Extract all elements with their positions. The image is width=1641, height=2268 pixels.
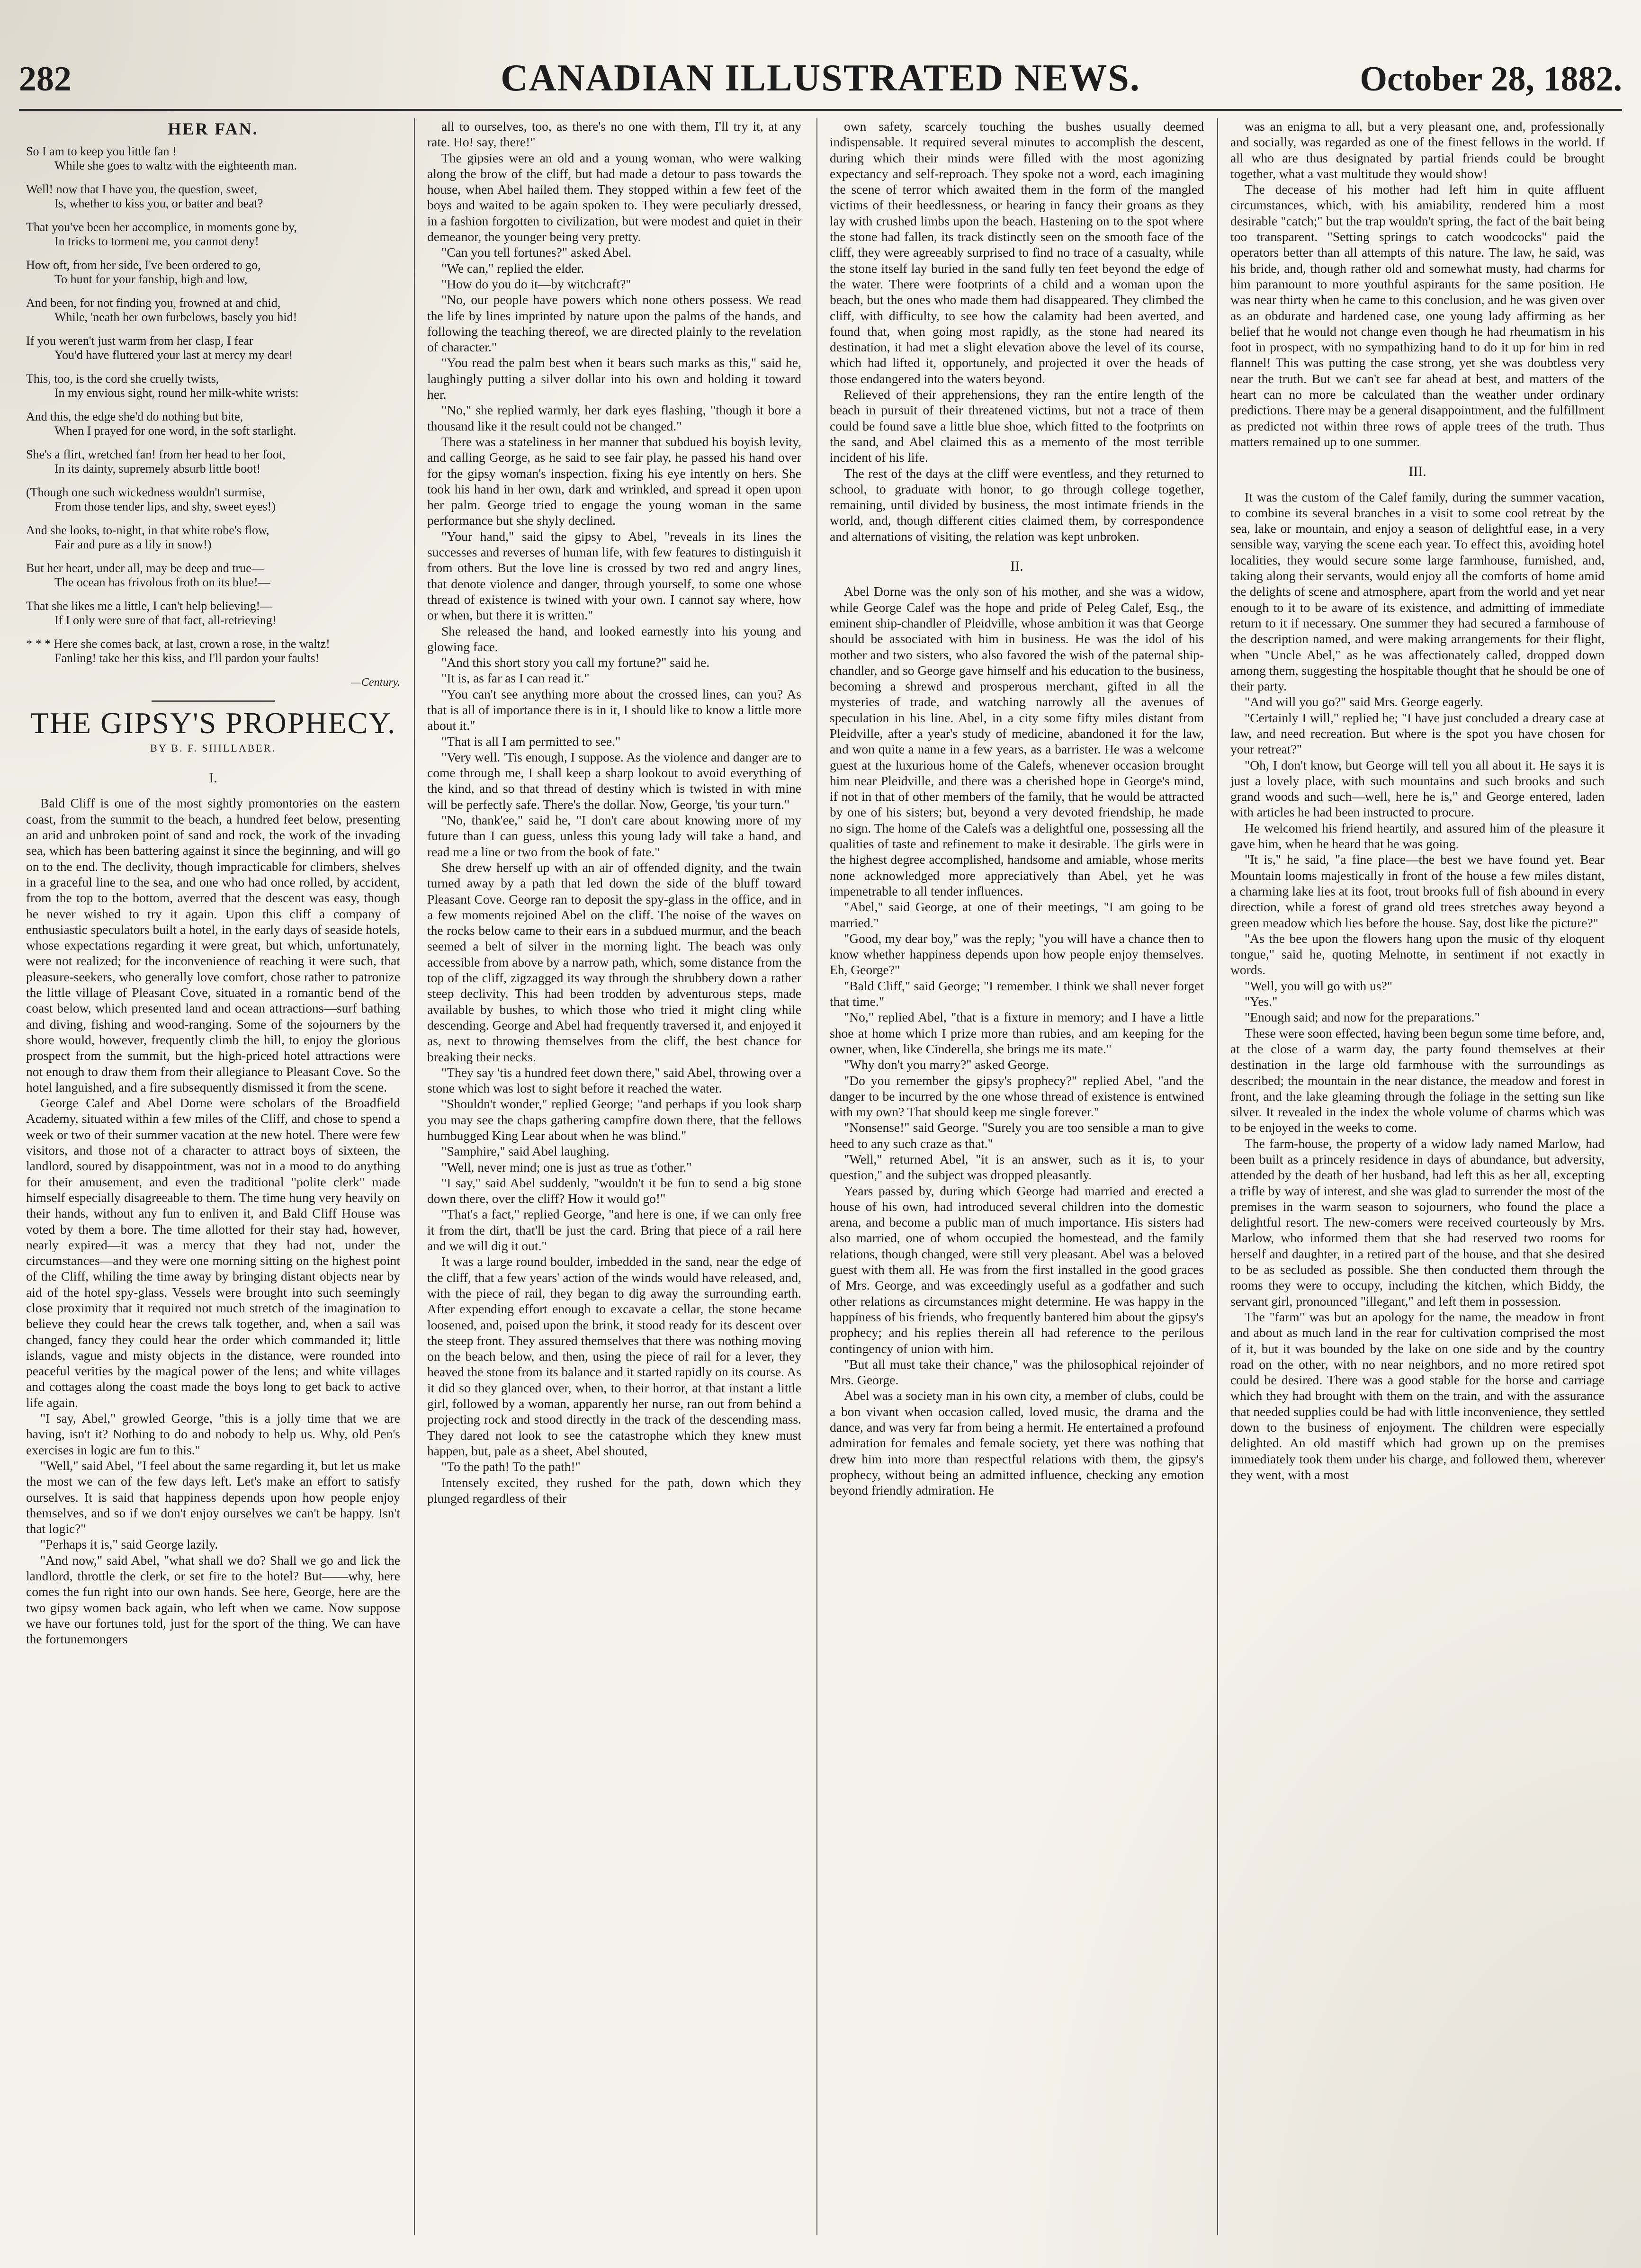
article-paragraph: There was a stateliness in her manner that subdued his boyish levity, and calling George, as he said to see fair play, he passed his hand over for the gipsy woman's inspection, fixing his eye intently on hers. She took his hand in her own, dark and wrinkled, and spread it open upon her palm. George tried to engage the young woman in the same performance but she shyly declined.	[427, 434, 801, 528]
poem-line: In its dainty, supremely absurb little boot!	[54, 462, 261, 476]
article-paragraph: Abel was a society man in his own city, a member of clubs, could be a bon vivant when occasion called, loved music, the drama and the dance, and was very far from being a hermit. He entertained a profound admiration for females and female society, yet there was nothing that drew him into more than respectful relations with them, the gipsy's prophecy, without being an admitted influence, checking any emotion beyond friendly admiration. He	[830, 1388, 1204, 1498]
article-paragraph: "You read the palm best when it bears such marks as this," said he, laughingly putting a silver dollar into his own and holding it toward her.	[427, 355, 801, 402]
article-paragraph: "No, thank'ee," said he, "I don't care about knowing more of my future than I can guess, unless this young lady will take a hand, and read me a line or two from the book of fate."	[427, 813, 801, 859]
poem-line: In my envious sight, round her milk-white wrists:	[54, 386, 299, 400]
article-paragraph: Intensely excited, they rushed for the path, down which they plunged regardless of their	[427, 1475, 801, 1506]
article-paragraph: "Perhaps it is," said George lazily.	[40, 1537, 218, 1552]
issue-date: October 28, 1882.	[1360, 60, 1622, 99]
article-paragraph: "I say, Abel," growled George, "this is a jolly time that we are having, isn't it? Nothing to do and nobody to help us. Why, old Pen's exercises in logic are fun to this."	[26, 1411, 400, 1457]
poem-line: While, 'neath her own furbelows, basely you hid!	[54, 310, 297, 324]
poem-line: The ocean has frivolous froth on its blue!—	[54, 575, 270, 590]
article-paragraph: "And will you go?" said Mrs. George eagerly.	[1245, 694, 1483, 709]
article-paragraph: was an enigma to all, but a very pleasant one, and, professionally and socially, was regarded as one of the finest fellows in the world. If all who are thus designated by partial friends could be brought together, what a vast multitude they would show!	[1230, 119, 1605, 181]
article-paragraph: "And this short story you call my fortune?" said he.	[441, 655, 710, 670]
poem-line: * * * Here she comes back, at last, crown a rose, in the waltz!	[26, 637, 330, 651]
article-paragraph: "Shouldn't wonder," replied George; "and perhaps if you look sharp you may see the chaps gathering campfire down there, that the fellows humbugged King Lear about when he was blind."	[427, 1096, 801, 1143]
poem-line: She's a flirt, wretched fan! from her head to her foot,	[26, 448, 286, 462]
poem-stanza	[26, 410, 400, 438]
article-paragraph: Abel Dorne was the only son of his mother, and she was a widow, while George Calef was the hope and pride of Peleg Calef, Esq., the eminent ship-chandler of Pleidville, whose ambition it was that George should be associated with him in business. He was the idol of his mother and two sisters, who also favored the wish of the paternal ship-chandler, and so George gave himself and his education to the business, becoming a shrewd and prosperous merchant, gifted in all the mysteries of trade, and watching narrowly all the avenues of speculation in his line. Abel, in a city some fifty miles distant from Pleidville, after a year's study of medicine, abandoned it for the law, and won quite a name in a few years, as a barrister. He was a welcome guest at the luxurious home of the Calefs, whenever occasion brought him near Pleidville, and there was a cherished hope in George's mind, if not in that of other members of the family, that he would be attracted by one of his sisters; but, beyond a very devoted friendship, he made no sign. The home of the Calefs was a delightful one, possessing all the qualities of taste and refinement to make it desirable. The girls were in the highest degree accomplished, handsome and amiable, whose merits none acknowledged more appreciatively than Abel, yet he was impenetrable to all tender influences.	[830, 584, 1204, 898]
poem-line: How oft, from her side, I've been ordered to go,	[26, 258, 261, 272]
article-paragraph: "But all must take their chance," was the philosophical rejoinder of Mrs. George.	[830, 1356, 1204, 1388]
poem-line: While she goes to waltz with the eighteenth man.	[54, 159, 297, 173]
article-paragraph: Years passed by, during which George had married and erected a house of his own, had introduced several children into the domestic arena, and become a public man of much importance. His sisters had also married, one of whom occupied the homestead, and the family relations, though changed, were still very pleasant. Abel was a beloved guest with them all. He was from the first installed in the good graces of Mrs. George, and was exceedingly useful as a godfather and such other relations as circumstances might determine. He was happy in the happiness of his friends, who frequently bantered him about the gipsy's prophecy; and his replies therein all had reference to the perilous contingency of union with him.	[830, 1183, 1204, 1356]
article-paragraph: "It is, as far as I can read it."	[441, 671, 590, 686]
masthead-rule	[19, 109, 1622, 111]
article-paragraph: "Can you tell fortunes?" asked Abel.	[441, 245, 632, 260]
poem-stanza	[26, 144, 400, 173]
poem-stanza	[26, 372, 400, 400]
newspaper-title: CANADIAN ILLUSTRATED NEWS.	[501, 57, 1140, 99]
poem-line: And been, for not finding you, frowned at and chid,	[26, 296, 281, 310]
story-byline: BY B. F. SHILLABER.	[150, 742, 276, 754]
poem-stanza	[26, 258, 400, 287]
poem-stanza	[26, 637, 400, 665]
poem-line: To hunt for your fanship, high and low,	[54, 272, 248, 287]
poem-line: In tricks to torment me, you cannot deny!	[54, 234, 259, 249]
poem-stanza	[26, 182, 400, 211]
section-heading-2: II.	[1010, 558, 1023, 574]
article-paragraph: "Good, my dear boy," was the reply; "you will have a chance then to know whether happiness depends upon how people enjoy themselves. Eh, George?"	[830, 931, 1204, 977]
poem-stanza	[26, 296, 400, 324]
article-paragraph: "They say 'tis a hundred feet down there," said Abel, throwing over a stone which was lost to sight before it reached the water.	[427, 1065, 801, 1096]
column-3	[830, 118, 1204, 2235]
poem-attribution: —Century.	[351, 676, 400, 689]
poem-line: Fanling! take her this kiss, and I'll pardon your faults!	[54, 651, 320, 665]
article-paragraph: "It is," he said, "a fine place—the best we have found yet. Bear Mountain looms majestically in front of the house a few miles distant, a charming lake lies at its foot, trout brooks full of fish abound in every direction, while a forest of grand old trees stretches away beyond a green meadow which lies before the house. Say, dost like the picture?"	[1230, 852, 1605, 930]
article-paragraph: "That's a fact," replied George, "and here is one, if we can only free it from the dirt, that'll be just the card. Bring that piece of a rail here and we will dig it out."	[427, 1207, 801, 1254]
article-paragraph: "That is all I am permitted to see."	[441, 734, 621, 749]
poem-line: If I only were sure of that fact, all-retrieving!	[54, 613, 277, 628]
poem-line: Is, whether to kiss you, or batter and beat?	[54, 197, 263, 211]
poem-stanza	[26, 334, 400, 362]
poem-line: (Though one such wickedness wouldn't surmise,	[26, 485, 265, 500]
article-paragraph: all to ourselves, too, as there's no one with them, I'll try it, at any rate. Ho! say, there!"	[427, 119, 801, 150]
poem-body	[26, 144, 400, 665]
column-divider	[414, 118, 415, 2235]
article-paragraph: "No," replied Abel, "that is a fixture in memory; and I have a little shoe at home which I prize more than rubies, and am keeping for the owner, when, like Cinderella, she brings me its mate."	[830, 1010, 1204, 1056]
article-paragraph: He welcomed his friend heartily, and assured him of the pleasure it gave him, when he heard that he was going.	[1230, 820, 1605, 852]
poem-line: You'd have fluttered your last at mercy my dear!	[54, 348, 293, 362]
article-paragraph: The rest of the days at the cliff were eventless, and they returned to school, to graduate with honor, to go through college together, remaining, until divided by business, the most intimate friends in the world, and, though different cities claimed them, by correspondence and alternations of visiting, the relation was kept unbroken.	[830, 466, 1204, 544]
poem-line: If you weren't just warm from her clasp, I fear	[26, 334, 253, 348]
article-paragraph: "Well, never mind; one is just as true as t'other."	[441, 1159, 692, 1174]
poem-stanza	[26, 448, 400, 476]
poem-line: But her heart, under all, may be deep and true—	[26, 561, 264, 575]
article-paragraph: "And now," said Abel, "what shall we do? Shall we go and lick the landlord, throttle the clerk, or set fire to the hotel? But——why, here comes the fun right into our own hands. See here, George, here are the two gipsy women back again, who left when we came. Now suppose we have our fortunes told, just for the sport of the thing. We can have the fortunemongers	[26, 1552, 400, 1647]
article-paragraph: "To the path! To the path!"	[441, 1459, 581, 1474]
poem-stanza	[26, 485, 400, 514]
article-paragraph: She released the hand, and looked earnestly into his young and glowing face.	[427, 623, 801, 654]
poem-line: That she likes me a little, I can't help believing!—	[26, 599, 273, 613]
section-rule	[152, 700, 275, 702]
article-paragraph: "Certainly I will," replied he; "I have just concluded a dreary case at law, and need recreation. But where is the spot you have chosen for your retreat?"	[1230, 710, 1605, 757]
article-paragraph: "Oh, I don't know, but George will tell you all about it. He says it is just a lovely place, with such mountains and such brooks and such grand woods and such—well, here he is," and George entered, laden with articles he had been instructed to procure.	[1230, 757, 1605, 820]
article-paragraph: She drew herself up with an air of offended dignity, and the twain turned away by a path that led down the side of the bluff toward Pleasant Cove. George ran to deposit the spy-glass in the office, and in a few moments rejoined Abel on the cliff. The noise of the waves on the rocks below came to their ears in a subdued murmur, and the beach seemed a belt of silver in the morning light. The beach was only accessible from above by a narrow path, which, some distance from the top of the cliff, zigzagged its way through the shrubbery down a rather steep declivity. This had been trodden by adventurous steps, made available by bushes, to which those who tried it might cling while descending. George and Abel had frequently traversed it, and enjoyed it as, next to throwing themselves from the cliff, the best chance for breaking their necks.	[427, 860, 801, 1064]
article-paragraph: "No," she replied warmly, her dark eyes flashing, "though it bore a thousand like it the result could not be changed."	[427, 403, 801, 433]
article-paragraph: "Why don't you marry?" asked George.	[844, 1057, 1049, 1072]
poem-line: Well! now that I have you, the question, sweet,	[26, 182, 258, 197]
section-heading-1: I.	[209, 770, 217, 786]
article-paragraph: The gipsies were an old and a young woman, who were walking along the brow of the cliff, but had made a detour to pass towards the house, when Abel hailed them. They stopped within a few feet of the boys and waited to be again spoken to. They were peculiarly dressed, in a fashion forgotten to civilization, but were modest and quiet in their demeanor, the younger being very pretty.	[427, 150, 801, 244]
article-paragraph: George Calef and Abel Dorne were scholars of the Broadfield Academy, situated within a few miles of the Cliff, and chose to spend a week or two of their summer vacation at the new hotel. There were few visitors, and those not of a character to attract boys of sixteen, the landlord, soured by disappointment, was not in a mood to do anything for their amusement, and even the traditional "polite clerk" made himself especially disagreeable to them. The time hung very heavily on their hands, without any fun to enliven it, and Bald Cliff House was voted by them a bore. The time allotted for their stay had, however, nearly expired—it was a mercy that they had not, under the circumstances—and they were one morning sitting on the highest point of the Cliff, whiling the time away by bringing distant objects near by aid of the hotel spy-glass. Vessels were brought into such seemingly close proximity that it required not much stretch of the imagination to believe they could hear the crews talk together, and, when a sail was changed, fancy they could hear the order which commanded it; little islands, vague and misty objects in the distance, were rounded into peaceful verities by the magical power of the lens; and white villages and cottages along the coast made the boys long to get back to active life again.	[26, 1095, 400, 1410]
article-paragraph: "Your hand," said the gipsy to Abel, "reveals in its lines the successes and reverses of human life, with few features to distinguish it from others. But the love line is crossed by two red and angry lines, that denote violence and danger, through yourself, to some one whose thread of existence is twined with your own. I cannot say where, how or when, but there it is written."	[427, 529, 801, 623]
article-paragraph: "Yes."	[1245, 994, 1278, 1009]
poem-line: And this, the edge she'd do nothing but bite,	[26, 410, 243, 424]
masthead	[19, 57, 1622, 109]
poem-title: HER FAN.	[168, 119, 259, 138]
column-divider	[816, 118, 817, 2235]
poem-line: And she looks, to-night, in that white robe's flow,	[26, 523, 269, 538]
poem-stanza	[26, 561, 400, 590]
article-paragraph: Relieved of their apprehensions, they ran the entire length of the beach in pursuit of their threatened victims, but not a trace of them could be found save a little blue shoe, which fitted to the footprints on the sand, and Abel claimed this as a memento of the most terrible incident of his life.	[830, 387, 1204, 465]
column-2	[427, 118, 801, 2235]
poem-line: When I prayed for one word, in the soft starlight.	[54, 424, 296, 438]
column-divider	[1217, 118, 1218, 2235]
column-1-body	[26, 795, 400, 1647]
article-paragraph: "No, our people have powers which none others possess. We read the life by lines imprinted by nature upon the palms of the hands, and following the teaching thereof, we are directed plainly to the revelation of character."	[427, 292, 801, 355]
article-paragraph: "Nonsense!" said George. "Surely you are too sensible a man to give heed to any such craze as that."	[830, 1120, 1204, 1151]
poem-line: From those tender lips, and shy, sweet eyes!)	[54, 500, 276, 514]
article-paragraph: These were soon effected, having been begun some time before, and, at the close of a warm day, the party found themselves at their destination in the large old farmhouse with the surroundings as described; the mountain in the near distance, the meadow and forest in front, and the lake gleaming through the foliage in the setting sun like silver. It revealed in the index the whole volume of charms which was to be enjoyed in the weeks to come.	[1230, 1025, 1605, 1135]
poem-line: That you've been her accomplice, in moments gone by,	[26, 220, 297, 234]
poem-line: This, too, is the cord she cruelly twists,	[26, 372, 219, 386]
article-paragraph: "As the bee upon the flowers hang upon the music of thy eloquent tongue," said he, quoting Melnotte, in sentiment if not exactly in words.	[1230, 931, 1605, 977]
section-heading-3: III.	[1408, 464, 1426, 480]
poem-line: Fair and pure as a lily in snow!)	[54, 538, 212, 552]
article-paragraph: The decease of his mother had left him in quite affluent circumstances, which, with his amiability, rendered him a most desirable "catch;" but the trap wouldn't spring, the fact of the bait being too transparent. "Setting springs to catch woodcocks" paid the operators better than all attempts of this nature. The law, he said, was his bride, and, though rather old and somewhat musty, had charms for him paramount to more youthful aspirants for the same position. He was near thirty when he came to this conclusion, and he was given over as an obdurate and hardened case, one young lady affirming as her belief that he would not change even though he had rheumatism in his foot in prospect, with no sympathizing hand to do it up for him in red flannel! This was putting the case strong, yet she was doubtless very near the truth. But we can't see far ahead at best, and matters of the heart can no more be calculated than the weather under ordinary predictions. There may be a general disappointment, and the fulfillment as predicted not within three rows of apple trees of the truth. Thus matters remained up to one summer.	[1230, 182, 1605, 449]
page-number: 282	[19, 60, 72, 99]
poem-line: So I am to keep you little fan !	[26, 144, 177, 159]
article-paragraph: "We can," replied the elder.	[441, 260, 584, 276]
article-paragraph: own safety, scarcely touching the bushes usually deemed indispensable. It required several minutes to accomplish the descent, during which their minds were filled with the most agonizing expectancy and self-reproach. They spoke not a word, each imagining the scene of terror which awaited them in the form of the mangled victims of their heedlessness, or hearing in fancy their groans as they lay with crushed limbs upon the beach. Hastening on to the spot where the stone had fallen, its track distinctly seen on the smooth face of the cliff, they were agreeably surprised to find no trace of a casualty, while the stone itself lay buried in the sand fully ten feet beyond the edge of the water. There were footprints of a child and a woman upon the beach, but the ones who made them had disappeared. They climbed the cliff, with difficulty, to see how the calamity had been averted, and found that, when going most rapidly, as the stone had neared its destination, it had met a slight elevation above the level of its course, which had lifted it, opportunely, and projected it over the heads of those endangered into the waters beyond.	[830, 119, 1204, 386]
article-paragraph: It was a large round boulder, imbedded in the sand, near the edge of the cliff, that a few years' action of the winds would have released, and, with the piece of rail, they began to dig away the surrounding earth. After expending effort enough to excavate a cellar, the stone became loosened, and, poised upon the brink, it stood ready for its descent over the steep front. They assured themselves that there was nothing moving on the beach below, and then, using the piece of rail for a lever, they heaved the stone from its balance and it started rapidly on its course. As it did so they glanced over, when, to their horror, at that instant a little girl, followed by a woman, apparently her nurse, ran out from behind a projecting rock and stood directly in the track of the descending mass. They dared not look to see the catastrophe which they knew must happen, but, pale as a sheet, Abel shouted,	[427, 1254, 801, 1458]
article-paragraph: "Abel," said George, at one of their meetings, "I am going to be married."	[830, 899, 1204, 930]
article-paragraph: "You can't see anything more about the crossed lines, can you? As that is all of importance there is in it, I should like to know a little more about it."	[427, 686, 801, 733]
column-2-body	[427, 118, 801, 1506]
poem-stanza	[26, 599, 400, 628]
article-paragraph: "How do you do it—by witchcraft?"	[441, 276, 631, 291]
story-title: THE GIPSY'S PROPHECY.	[30, 706, 396, 740]
column-3-body	[830, 118, 1204, 1498]
article-paragraph: "Very well. 'Tis enough, I suppose. As the violence and danger are to come through me, I shall keep a sharp lookout to avoid everything of the kind, and so that thread of destiny which is twisted in with mine will be perfectly safe. There's the dollar. Now, George, 'tis your turn."	[427, 749, 801, 812]
poem-stanza	[26, 523, 400, 552]
article-paragraph: The farm-house, the property of a widow lady named Marlow, had been built as a princely residence in days of abundance, but adversity, attended by the death of her husband, had left this as her all, excepting a trifle by way of interest, and she was glad to surrender the most of the premises in the warm season to sojourners, who found the place a delightful resort. The new-comers were received courteously by Mrs. Marlow, who informed them that she had reserved two rooms for herself and daughter, in a retired part of the house, and that she desired to be as secluded as possible. She then conducted them through the rooms they were to occupy, including the kitchen, which Biddy, the servant girl, pronounced "illegant," and left them in possession.	[1230, 1136, 1605, 1309]
column-4	[1230, 118, 1605, 2235]
column-1	[26, 118, 400, 2235]
article-paragraph: "Well," returned Abel, "it is an answer, such as it is, to your question," and the subject was dropped pleasantly.	[830, 1152, 1204, 1183]
article-paragraph: It was the custom of the Calef family, during the summer vacation, to combine its several branches in a visit to some cool retreat by the sea, lake or mountain, and enjoy a season of delightful ease, in a very sensible way, varying the scene each year. To effect this, avoiding hotel localities, they would secure some large farmhouse, furnished, and, taking along their servants, would enjoy all the comforts of home amid the delights of scene and atmosphere, apart from the world and yet near enough to it to be aware of its existence, and admitting of immediate return to it if necessary. One summer they had secured a farmhouse of the description named, and were making arrangements for their flight, when "Uncle Abel," as he was affectionately called, dropped down among them, suggesting the hospitable thought that he should be one of their party.	[1230, 489, 1605, 694]
article-paragraph: The "farm" was but an apology for the name, the meadow in front and about as much land in the rear for cultivation comprised the most of it, but it was bounded by the lake on one side and by the country road on the other, with no near neighbors, and no more retired spot could be desired. There was a good stable for the horse and carriage which they had brought with them on the train, and with the assurance that needed supplies could be had with little inconvenience, they settled down to the business of enjoyment. The children were especially delighted. An old mastiff which had grown up on the premises immediately took them under his charge, and followed them, wherever they went, with a most	[1230, 1309, 1605, 1482]
article-paragraph: "Do you remember the gipsy's prophecy?" replied Abel, "and the danger to be incurred by the one whose thread of existence is entwined with my own? That should keep me single forever."	[830, 1073, 1204, 1120]
article-paragraph: "Enough said; and now for the preparations."	[1245, 1010, 1480, 1025]
article-paragraph: "Bald Cliff," said George; "I remember. I think we shall never forget that time."	[830, 978, 1204, 1009]
article-paragraph: "Well," said Abel, "I feel about the same regarding it, but let us make the most we can of the few days left. Let's make an effort to satisfy ourselves. It is said that happiness depends upon how people enjoy themselves, and so if we don't enjoy ourselves we can't be happy. Isn't that logic?"	[26, 1458, 400, 1536]
column-4-body	[1230, 118, 1605, 1482]
article-paragraph: "Samphire," said Abel laughing.	[441, 1144, 610, 1159]
poem-stanza	[26, 220, 400, 249]
article-paragraph: Bald Cliff is one of the most sightly promontories on the eastern coast, from the summit to the beach, a hundred feet below, presenting an arid and unbroken point of sand and rock, the work of the invading sea, which has been battering against it since the beginning, and will go on to the end. The declivity, though impracticable for climbers, shelves in a graceful line to the sea, and one who had once rolled, by accident, from the top to the bottom, averred that the descent was easy, though he never wished to try it again. Upon this cliff a company of enthusiastic speculators built a hotel, in the early days of seaside hotels, whose expectations regarding it were great, but which, unfortunately, were not realized; for the inconvenience of reaching it were such, that pleasure-seekers, who generally love comfort, chose rather to patronize the little village of Pleasant Cove, situated in a romantic bend of the coast below, which presented land and ocean attractions—surf bathing and diving, fishing and wood-ranging. Some of the sojourners by the shore would, however, frequently climb the hill, to enjoy the glorious prospect from the summit, but the high-priced hotel attractions were not enough to draw them from their allegiance to Pleasant Cove. So the hotel languished, and a fire subsequently dismissed it from the scene.	[26, 796, 400, 1094]
article-paragraph: "Well, you will go with us?"	[1245, 978, 1393, 993]
article-paragraph: "I say," said Abel suddenly, "wouldn't it be fun to send a big stone down there, over the cliff? How it would go!"	[427, 1175, 801, 1206]
